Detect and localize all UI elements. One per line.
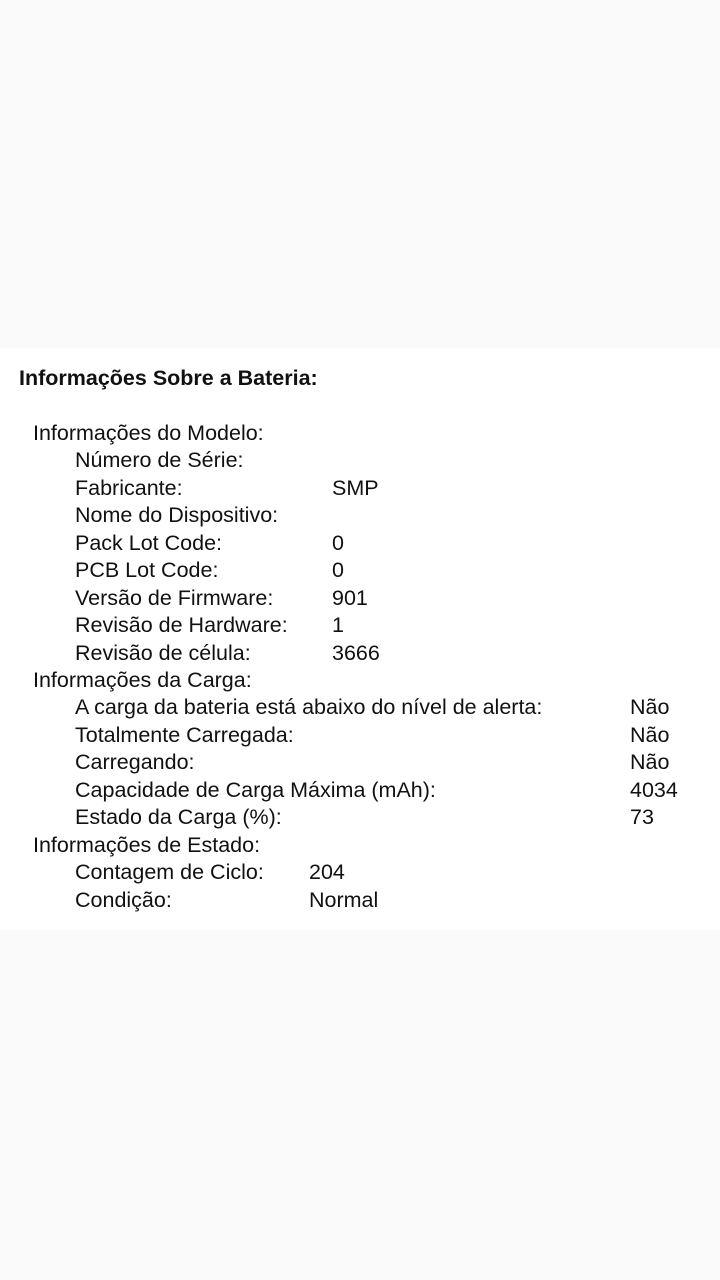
cell-revision-label: Revisão de célula:: [75, 641, 251, 665]
charging-label: Carregando:: [75, 750, 195, 774]
hardware-revision-value: 1: [332, 613, 344, 637]
device-name-label: Nome do Dispositivo:: [75, 503, 279, 527]
page-title: Informações Sobre a Bateria:: [19, 366, 318, 390]
section-heading-model: Informações do Modelo:: [33, 421, 264, 445]
state-of-charge-value: 73: [630, 805, 654, 829]
manufacturer-value: SMP: [332, 476, 379, 500]
fully-charged-value: Não: [630, 723, 670, 747]
firmware-version-label: Versão de Firmware:: [75, 586, 274, 610]
manufacturer-label: Fabricante:: [75, 476, 183, 500]
cell-revision-value: 3666: [332, 641, 380, 665]
condition-value: Normal: [309, 888, 379, 912]
fully-charged-label: Totalmente Carregada:: [75, 723, 294, 747]
cycle-count-label: Contagem de Ciclo:: [75, 860, 264, 884]
section-heading-status: Informações de Estado:: [33, 833, 261, 857]
hardware-revision-label: Revisão de Hardware:: [75, 613, 288, 637]
pack-lot-code-label: Pack Lot Code:: [75, 531, 223, 555]
below-alert-level-value: Não: [630, 695, 670, 719]
cycle-count-value: 204: [309, 860, 345, 884]
section-heading-charge: Informações da Carga:: [33, 668, 252, 692]
max-capacity-value: 4034: [630, 778, 678, 802]
charging-value: Não: [630, 750, 670, 774]
firmware-version-value: 901: [332, 586, 368, 610]
max-capacity-label: Capacidade de Carga Máxima (mAh):: [75, 778, 436, 802]
pcb-lot-code-value: 0: [332, 558, 344, 582]
serial-number-label: Número de Série:: [75, 448, 244, 472]
condition-label: Condição:: [75, 888, 172, 912]
pack-lot-code-value: 0: [332, 531, 344, 555]
pcb-lot-code-label: PCB Lot Code:: [75, 558, 219, 582]
state-of-charge-label: Estado da Carga (%):: [75, 805, 282, 829]
below-alert-level-label: A carga da bateria está abaixo do nível de alerta:: [75, 695, 543, 719]
